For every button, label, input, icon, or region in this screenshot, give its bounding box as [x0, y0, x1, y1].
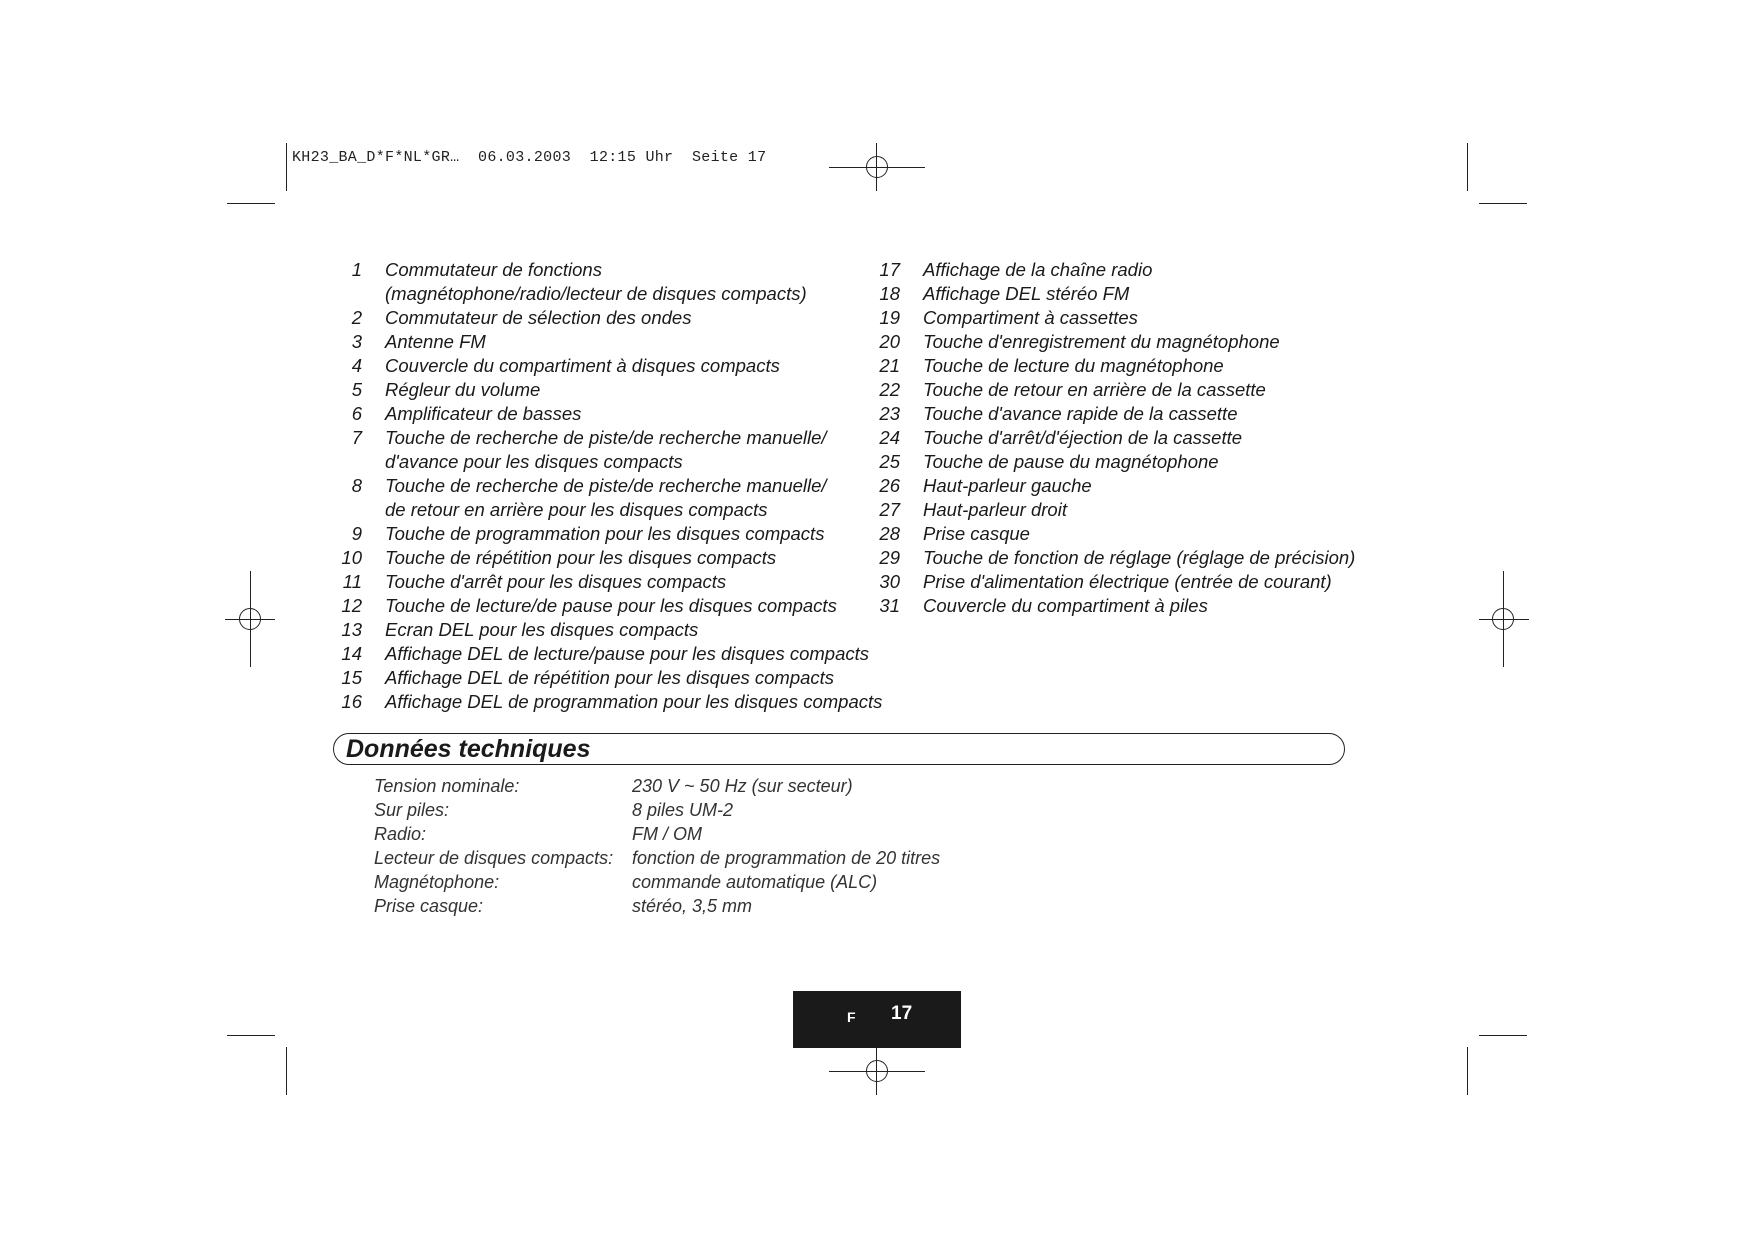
item-number: 10 [341, 547, 362, 568]
item-number: 7 [351, 427, 362, 448]
page-number-box [793, 991, 961, 1048]
item-label: Touche de lecture/de pause pour les disques compacts [385, 595, 837, 616]
item-number: 17 [879, 259, 900, 280]
item-label: Touche de pause du magnétophone [923, 451, 1219, 472]
item-label: Affichage DEL de répétition pour les disques compacts [385, 667, 835, 688]
spec-label: Tension nominale: [374, 776, 520, 796]
item-label: Touche de répétition pour les disques compacts [385, 547, 777, 568]
item-label: Commutateur de sélection des ondes [385, 307, 692, 328]
item-number: 28 [879, 523, 900, 544]
item-label: Prise casque [923, 523, 1030, 544]
item-label: Affichage DEL de lecture/pause pour les disques compacts [385, 643, 870, 664]
item-label: Touche de retour en arrière de la cassette [923, 379, 1266, 400]
page-number: 17 [891, 1003, 913, 1024]
item-number: 8 [351, 475, 362, 496]
item-number: 3 [351, 331, 362, 352]
item-label: Couvercle du compartiment à piles [923, 595, 1208, 616]
spec-label: Sur piles: [374, 800, 450, 820]
item-label: Affichage de la chaîne radio [923, 259, 1153, 280]
item-label: Compartiment à cassettes [923, 307, 1138, 328]
item-number: 26 [879, 475, 900, 496]
item-label: Affichage DEL stéréo FM [923, 283, 1130, 304]
item-number: 30 [879, 571, 900, 592]
item-number: 6 [351, 403, 362, 424]
item-number: 24 [879, 427, 900, 448]
language-code: F [847, 1009, 856, 1025]
item-label: Prise d'alimentation électrique (entrée de courant) [923, 571, 1332, 592]
item-number: 25 [879, 451, 900, 472]
section-header-box [333, 733, 1345, 765]
spec-label: Prise casque: [374, 896, 484, 916]
item-label: (magnétophone/radio/lecteur de disques compacts) [385, 283, 807, 304]
item-label: Affichage DEL de programmation pour les disques compacts [385, 691, 883, 712]
item-label: Régleur du volume [385, 379, 541, 400]
item-number: 11 [342, 571, 362, 592]
item-label: Touche de programmation pour les disques compacts [385, 523, 825, 544]
spec-label: Magnétophone: [374, 872, 500, 892]
item-label: Amplificateur de basses [385, 403, 582, 424]
item-label: Touche de lecture du magnétophone [923, 355, 1224, 376]
item-label: de retour en arrière pour les disques compacts [385, 499, 768, 520]
spec-label: Lecteur de disques compacts: [374, 848, 614, 868]
item-label: d'avance pour les disques compacts [385, 451, 683, 472]
item-number: 2 [351, 307, 362, 328]
item-label: Touche de fonction de réglage (réglage de précision) [923, 547, 1356, 568]
spec-value: commande automatique (ALC) [632, 872, 878, 892]
item-number: 14 [341, 643, 362, 664]
item-number: 4 [351, 355, 362, 376]
item-label: Touche de recherche de piste/de recherche manuelle/ [385, 427, 827, 448]
item-label: Touche d'avance rapide de la cassette [923, 403, 1238, 424]
item-label: Touche de recherche de piste/de recherche manuelle/ [385, 475, 827, 496]
item-number: 20 [879, 331, 900, 352]
item-number: 22 [879, 379, 900, 400]
section-title: Données techniques [346, 735, 591, 763]
item-number: 27 [879, 499, 900, 520]
item-label: Haut-parleur gauche [923, 475, 1092, 496]
item-label: Antenne FM [385, 331, 486, 352]
item-number: 29 [879, 547, 900, 568]
spec-value: 8 piles UM-2 [632, 800, 734, 820]
item-label: Touche d'arrêt/d'éjection de la cassette [923, 427, 1243, 448]
item-number: 21 [879, 355, 900, 376]
spec-label: Radio: [374, 824, 427, 844]
spec-value: fonction de programmation de 20 titres [632, 848, 941, 868]
spec-value: 230 V ~ 50 Hz (sur secteur) [632, 776, 853, 796]
item-number: 9 [351, 523, 362, 544]
spec-value: FM / OM [632, 824, 702, 844]
item-label: Ecran DEL pour les disques compacts [385, 619, 699, 640]
item-number: 13 [341, 619, 362, 640]
item-number: 23 [879, 403, 900, 424]
item-label: Commutateur de fonctions [385, 259, 602, 280]
item-number: 1 [351, 259, 362, 280]
item-number: 5 [351, 379, 362, 400]
spec-value: stéréo, 3,5 mm [632, 896, 753, 916]
item-number: 19 [879, 307, 900, 328]
item-number: 18 [879, 283, 900, 304]
item-number: 15 [341, 667, 362, 688]
item-number: 12 [341, 595, 362, 616]
item-number: 31 [879, 595, 900, 616]
item-label: Couvercle du compartiment à disques compacts [385, 355, 780, 376]
item-number: 16 [341, 691, 362, 712]
item-label: Haut-parleur droit [923, 499, 1067, 520]
print-slug: KH23_BA_D*F*NL*GR… 06.03.2003 12:15 Uhr Seite 17 [292, 149, 767, 166]
item-label: Touche d'enregistrement du magnétophone [923, 331, 1280, 352]
item-label: Touche d'arrêt pour les disques compacts [385, 571, 727, 592]
